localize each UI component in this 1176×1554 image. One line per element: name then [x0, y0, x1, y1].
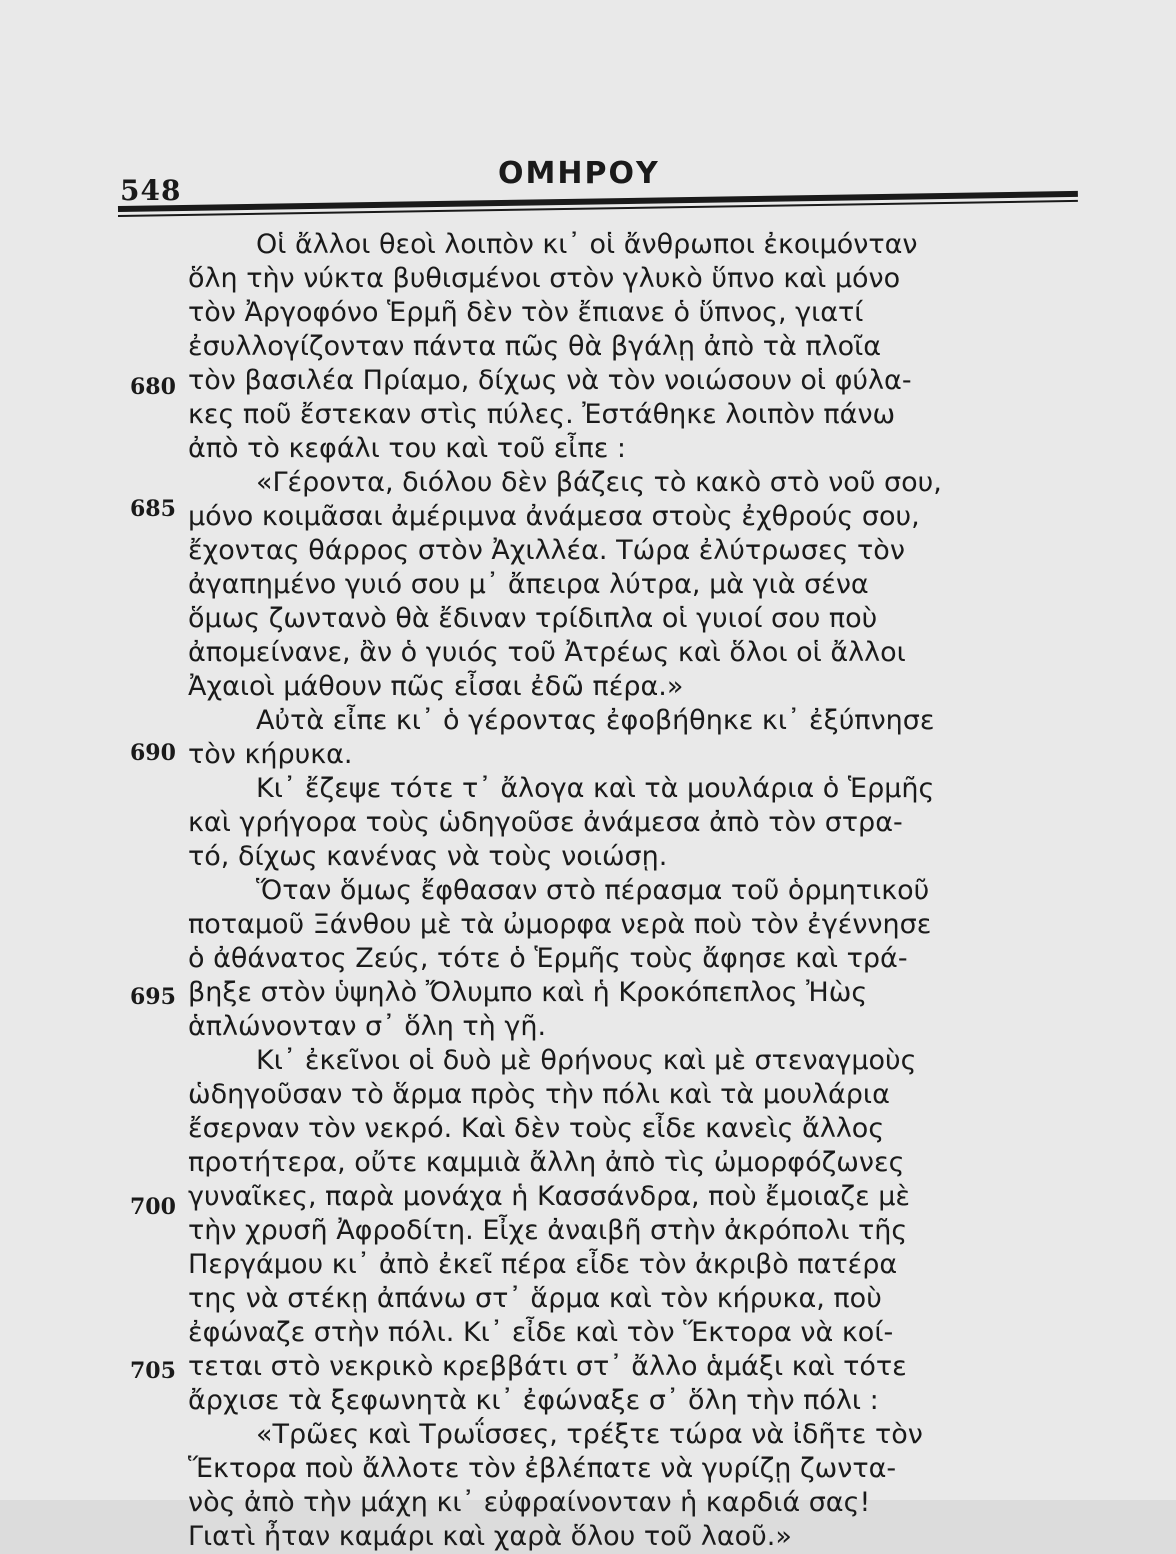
text-line: Ἀχαιοὶ μάθουν πῶς εἶσαι ἐδῶ πέρα.» — [188, 671, 684, 702]
line-number: 695 — [130, 984, 176, 1010]
text-line: ὡδηγοῦσαν τὸ ἅρμα πρὸς τὴν πόλι καὶ τὰ μουλάρια — [188, 1079, 890, 1110]
line-number: 680 — [130, 374, 176, 400]
text-line: τὸν κήρυκα. — [188, 739, 353, 770]
text-line: «Γέροντα, διόλου δὲν βάζεις τὸ κακὸ στὸ νοῦ σου, — [256, 467, 942, 498]
text-line: νὸς ἀπὸ τὴν μάχη κι᾽ εὐφραίνονταν ἡ καρδιά σας! — [188, 1487, 871, 1518]
line-number: 700 — [130, 1194, 176, 1220]
text-line: ποταμοῦ Ξάνθου μὲ τὰ ὠμορφα νερὰ ποὺ τὸν ἐγέννησε — [188, 909, 932, 940]
text-line: ὅλη τὴν νύκτα βυθισμένοι στὸν γλυκὸ ὕπνο καὶ μόνο — [188, 263, 901, 294]
text-line: τό, δίχως κανένας νὰ τοὺς νοιώσῃ. — [188, 841, 668, 872]
text-line: της νὰ στέκῃ ἀπάνω στ᾽ ἅρμα καὶ τὸν κήρυκα, ποὺ — [188, 1283, 882, 1314]
text-line: Κι᾽ ἔζεψε τότε τ᾽ ἄλογα καὶ τὰ μουλάρια ὁ Ἑρμῆς — [256, 773, 935, 804]
text-line: Ὅταν ὅμως ἔφθασαν στὸ πέρασμα τοῦ ὁρμητικοῦ — [256, 875, 930, 906]
text-line: Οἱ ἄλλοι θεοὶ λοιπὸν κι᾽ οἱ ἄνθρωποι ἐκοιμόνταν — [256, 229, 918, 260]
text-line: Γιατὶ ἦταν καμάρι καὶ χαρὰ ὅλου τοῦ λαοῦ.» — [188, 1521, 792, 1552]
line-number: 685 — [130, 496, 176, 522]
text-line: κες ποῦ ἔστεκαν στὶς πύλες. Ἐστάθηκε λοιπὸν πάνω — [188, 399, 896, 430]
text-line: γυναῖκες, παρὰ μονάχα ἡ Κασσάνδρα, ποὺ ἔμοιαζε μὲ — [188, 1181, 911, 1212]
page-header — [118, 150, 1078, 220]
body-text — [188, 228, 1058, 1554]
text-line: ἄρχισε τὰ ξεφωνητὰ κι᾽ ἐφώναξε σ᾽ ὅλη τὴν πόλι : — [188, 1385, 879, 1416]
text-line: ἀπὸ τὸ κεφάλι του καὶ τοῦ εἶπε : — [188, 433, 626, 464]
line-number: 690 — [130, 740, 176, 766]
text-line: ἔσερναν τὸν νεκρό. Καὶ δὲν τοὺς εἶδε κανεὶς ἄλλος — [188, 1113, 885, 1144]
text-line: ὁ ἀθάνατος Ζεύς, τότε ὁ Ἑρμῆς τοὺς ἄφησε καὶ τρά- — [188, 943, 908, 974]
text-line: προτήτερα, οὔτε καμμιὰ ἄλλη ἀπὸ τὶς ὠμορφόζωνες — [188, 1147, 905, 1178]
text-line: τὸν Ἀργοφόνο Ἑρμῆ δὲν τὸν ἔπιανε ὁ ὕπνος, γιατί — [188, 297, 864, 328]
text-line: μόνο κοιμᾶσαι ἀμέριμνα ἀνάμεσα στοὺς ἐχθρούς σου, — [188, 501, 920, 532]
text-line: Κι᾽ ἐκεῖνοι οἱ δυὸ μὲ θρήνους καὶ μὲ στεναγμοὺς — [256, 1045, 917, 1076]
text-line: ἐσυλλογίζονταν πάντα πῶς θὰ βγάλῃ ἀπὸ τὰ πλοῖα — [188, 331, 882, 362]
text-line: τεται στὸ νεκρικὸ κρεββάτι στ᾽ ἄλλο ἁμάξι καὶ τότε — [188, 1351, 907, 1382]
text-line: τὸν βασιλέα Πρίαμο, δίχως νὰ τὸν νοιώσουν οἱ φύλα- — [188, 365, 912, 396]
text-line: βηξε στὸν ὑψηλὸ Ὄλυμπο καὶ ἡ Κροκόπεπλος Ἠὼς — [188, 977, 868, 1008]
text-line: ὅμως ζωντανὸ θὰ ἔδιναν τρίδιπλα οἱ γυιοί σου ποὺ — [188, 603, 878, 634]
text-line: καὶ γρήγορα τοὺς ὡδηγοῦσε ἀνάμεσα ἀπὸ τὸν στρα- — [188, 807, 903, 838]
line-number: 705 — [130, 1358, 176, 1384]
text-line: «Τρῶες καὶ Τρωΐσσες, τρέξτε τώρα νὰ ἰδῆτε τὸν — [256, 1419, 923, 1450]
page-number: 548 — [120, 174, 182, 207]
text-line: τὴν χρυσῆ Ἀφροδίτη. Εἶχε ἀναιβῆ στὴν ἀκρόπολι τῆς — [188, 1215, 908, 1246]
text-line: Αὐτὰ εἶπε κι᾽ ὁ γέροντας ἐφοβήθηκε κι᾽ ἐξύπνησε — [256, 705, 935, 736]
text-line: ἁπλώνονταν σ᾽ ὅλη τὴ γῆ. — [188, 1011, 547, 1042]
text-line: ἀγαπημένο γυιό σου μ᾽ ἄπειρα λύτρα, μὰ γιὰ σένα — [188, 569, 869, 600]
text-line: ἐφώναζε στὴν πόλι. Κι᾽ εἶδε καὶ τὸν Ἕκτορα νὰ κοί- — [188, 1317, 894, 1348]
running-title: ΟΜΗΡΟΥ — [498, 156, 660, 191]
text-line: ἔχοντας θάρρος στὸν Ἀχιλλέα. Τώρα ἐλύτρωσες τὸν — [188, 535, 905, 566]
text-line: ἀπομείνανε, ἂν ὁ γυιός τοῦ Ἀτρέως καὶ ὅλοι οἱ ἄλλοι — [188, 637, 906, 668]
text-line: Περγάμου κι᾽ ἀπὸ ἐκεῖ πέρα εἶδε τὸν ἀκριβὸ πατέρα — [188, 1249, 898, 1280]
text-line: Ἕκτορα ποὺ ἄλλοτε τὸν ἐβλέπατε νὰ γυρίζῃ ζωντα- — [188, 1453, 897, 1484]
